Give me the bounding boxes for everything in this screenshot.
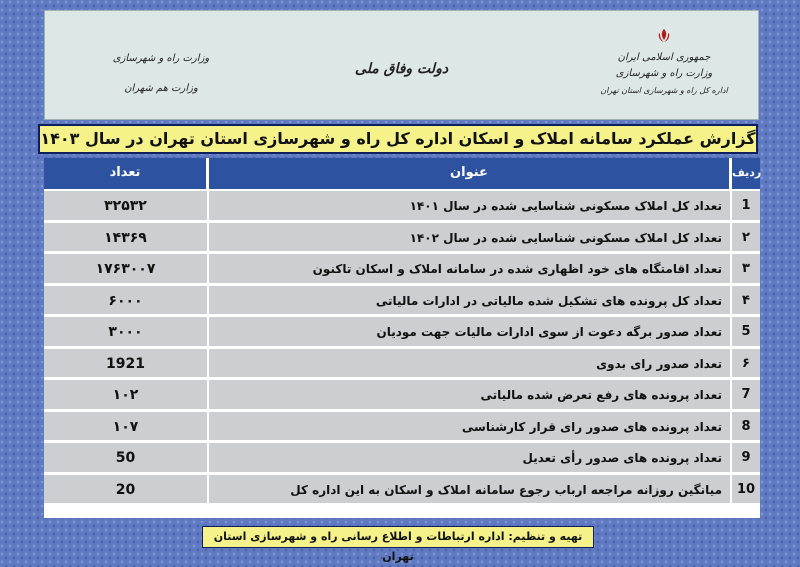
letterhead bbox=[44, 10, 759, 120]
row-count-cell: ۱۰۲ bbox=[44, 380, 207, 411]
row-title-cell: تعداد کل پرونده های تشکیل شده مالیاتی در ادارات مالیاتی bbox=[209, 286, 730, 317]
report-title: گزارش عملکرد سامانه املاک و اسکان اداره کل راه و شهرسازی استان تهران در سال ۱۴۰۳ bbox=[38, 124, 758, 154]
row-count-cell: ۱۴۳۶۹ bbox=[44, 223, 207, 254]
row-index-cell: 1 bbox=[732, 191, 760, 222]
header-department-text: اداره کل راه و شهرسازی استان تهران bbox=[600, 86, 728, 95]
row-index-cell: ۶ bbox=[732, 349, 760, 380]
row-count-cell: ۱۷۶۳۰۰۷ bbox=[44, 254, 207, 285]
header-slogan: دولت وفاق ملی bbox=[354, 61, 449, 77]
header-index: ردیف bbox=[732, 158, 760, 189]
row-title-cell: تعداد پرونده های رفع تعرض شده مالیاتی bbox=[209, 380, 730, 411]
header-left-line2: وزارت هم شهران bbox=[124, 83, 198, 94]
row-title-cell: تعداد پرونده های صدور رأی تعدیل bbox=[209, 443, 730, 474]
row-count-cell: 20 bbox=[44, 475, 207, 506]
header-title: عنوان bbox=[209, 158, 730, 189]
row-title-cell: تعداد کل املاک مسکونی شناسایی شده در سال ۱۴۰۲ bbox=[209, 223, 730, 254]
header-left-line1: وزارت راه و شهرسازی bbox=[112, 53, 210, 64]
row-title-cell: تعداد صدور رای بدوی bbox=[209, 349, 730, 380]
row-index-cell: ۳ bbox=[732, 254, 760, 285]
header-count: تعداد bbox=[44, 158, 207, 189]
ministry-signature-block bbox=[101, 51, 221, 97]
row-title-cell: تعداد اقامتگاه های خود اظهاری شده در سامانه املاک و اسکان تاکنون bbox=[209, 254, 730, 285]
row-index-cell: 5 bbox=[732, 317, 760, 348]
credit-footer: تهیه و تنظیم: اداره ارتباطات و اطلاع رسانی راه و شهرسازی استان تهران bbox=[202, 526, 594, 548]
row-index-cell: 8 bbox=[732, 412, 760, 443]
row-title-cell: تعداد صدور برگه دعوت از سوی ادارات مالیات جهت مودیان bbox=[209, 317, 730, 348]
row-count-cell: ۳۲۵۳۲ bbox=[44, 191, 207, 222]
row-count-cell: ۳۰۰۰ bbox=[44, 317, 207, 348]
report-table bbox=[44, 158, 760, 518]
row-count-cell: ۱۰۷ bbox=[44, 412, 207, 443]
row-index-cell: ۲ bbox=[732, 223, 760, 254]
row-count-cell: 50 bbox=[44, 443, 207, 474]
row-index-cell: ۴ bbox=[732, 286, 760, 317]
row-index-cell: 7 bbox=[732, 380, 760, 411]
row-title-cell: میانگین روزانه مراجعه ارباب رجوع سامانه املاک و اسکان به این اداره کل bbox=[209, 475, 730, 506]
row-count-cell: ۶۰۰۰ bbox=[44, 286, 207, 317]
iran-emblem-icon bbox=[655, 27, 673, 49]
row-index-cell: 9 bbox=[732, 443, 760, 474]
row-count-cell: 1921 bbox=[44, 349, 207, 380]
row-title-cell: تعداد پرونده های صدور رای قرار کارشناسی bbox=[209, 412, 730, 443]
row-title-cell: تعداد کل املاک مسکونی شناسایی شده در سال ۱۴۰۱ bbox=[209, 191, 730, 222]
header-ministry-text: وزارت راه و شهرسازی bbox=[615, 68, 713, 79]
header-republic-text: جمهوری اسلامی ایران bbox=[617, 52, 711, 63]
row-index-cell: 10 bbox=[732, 475, 760, 506]
